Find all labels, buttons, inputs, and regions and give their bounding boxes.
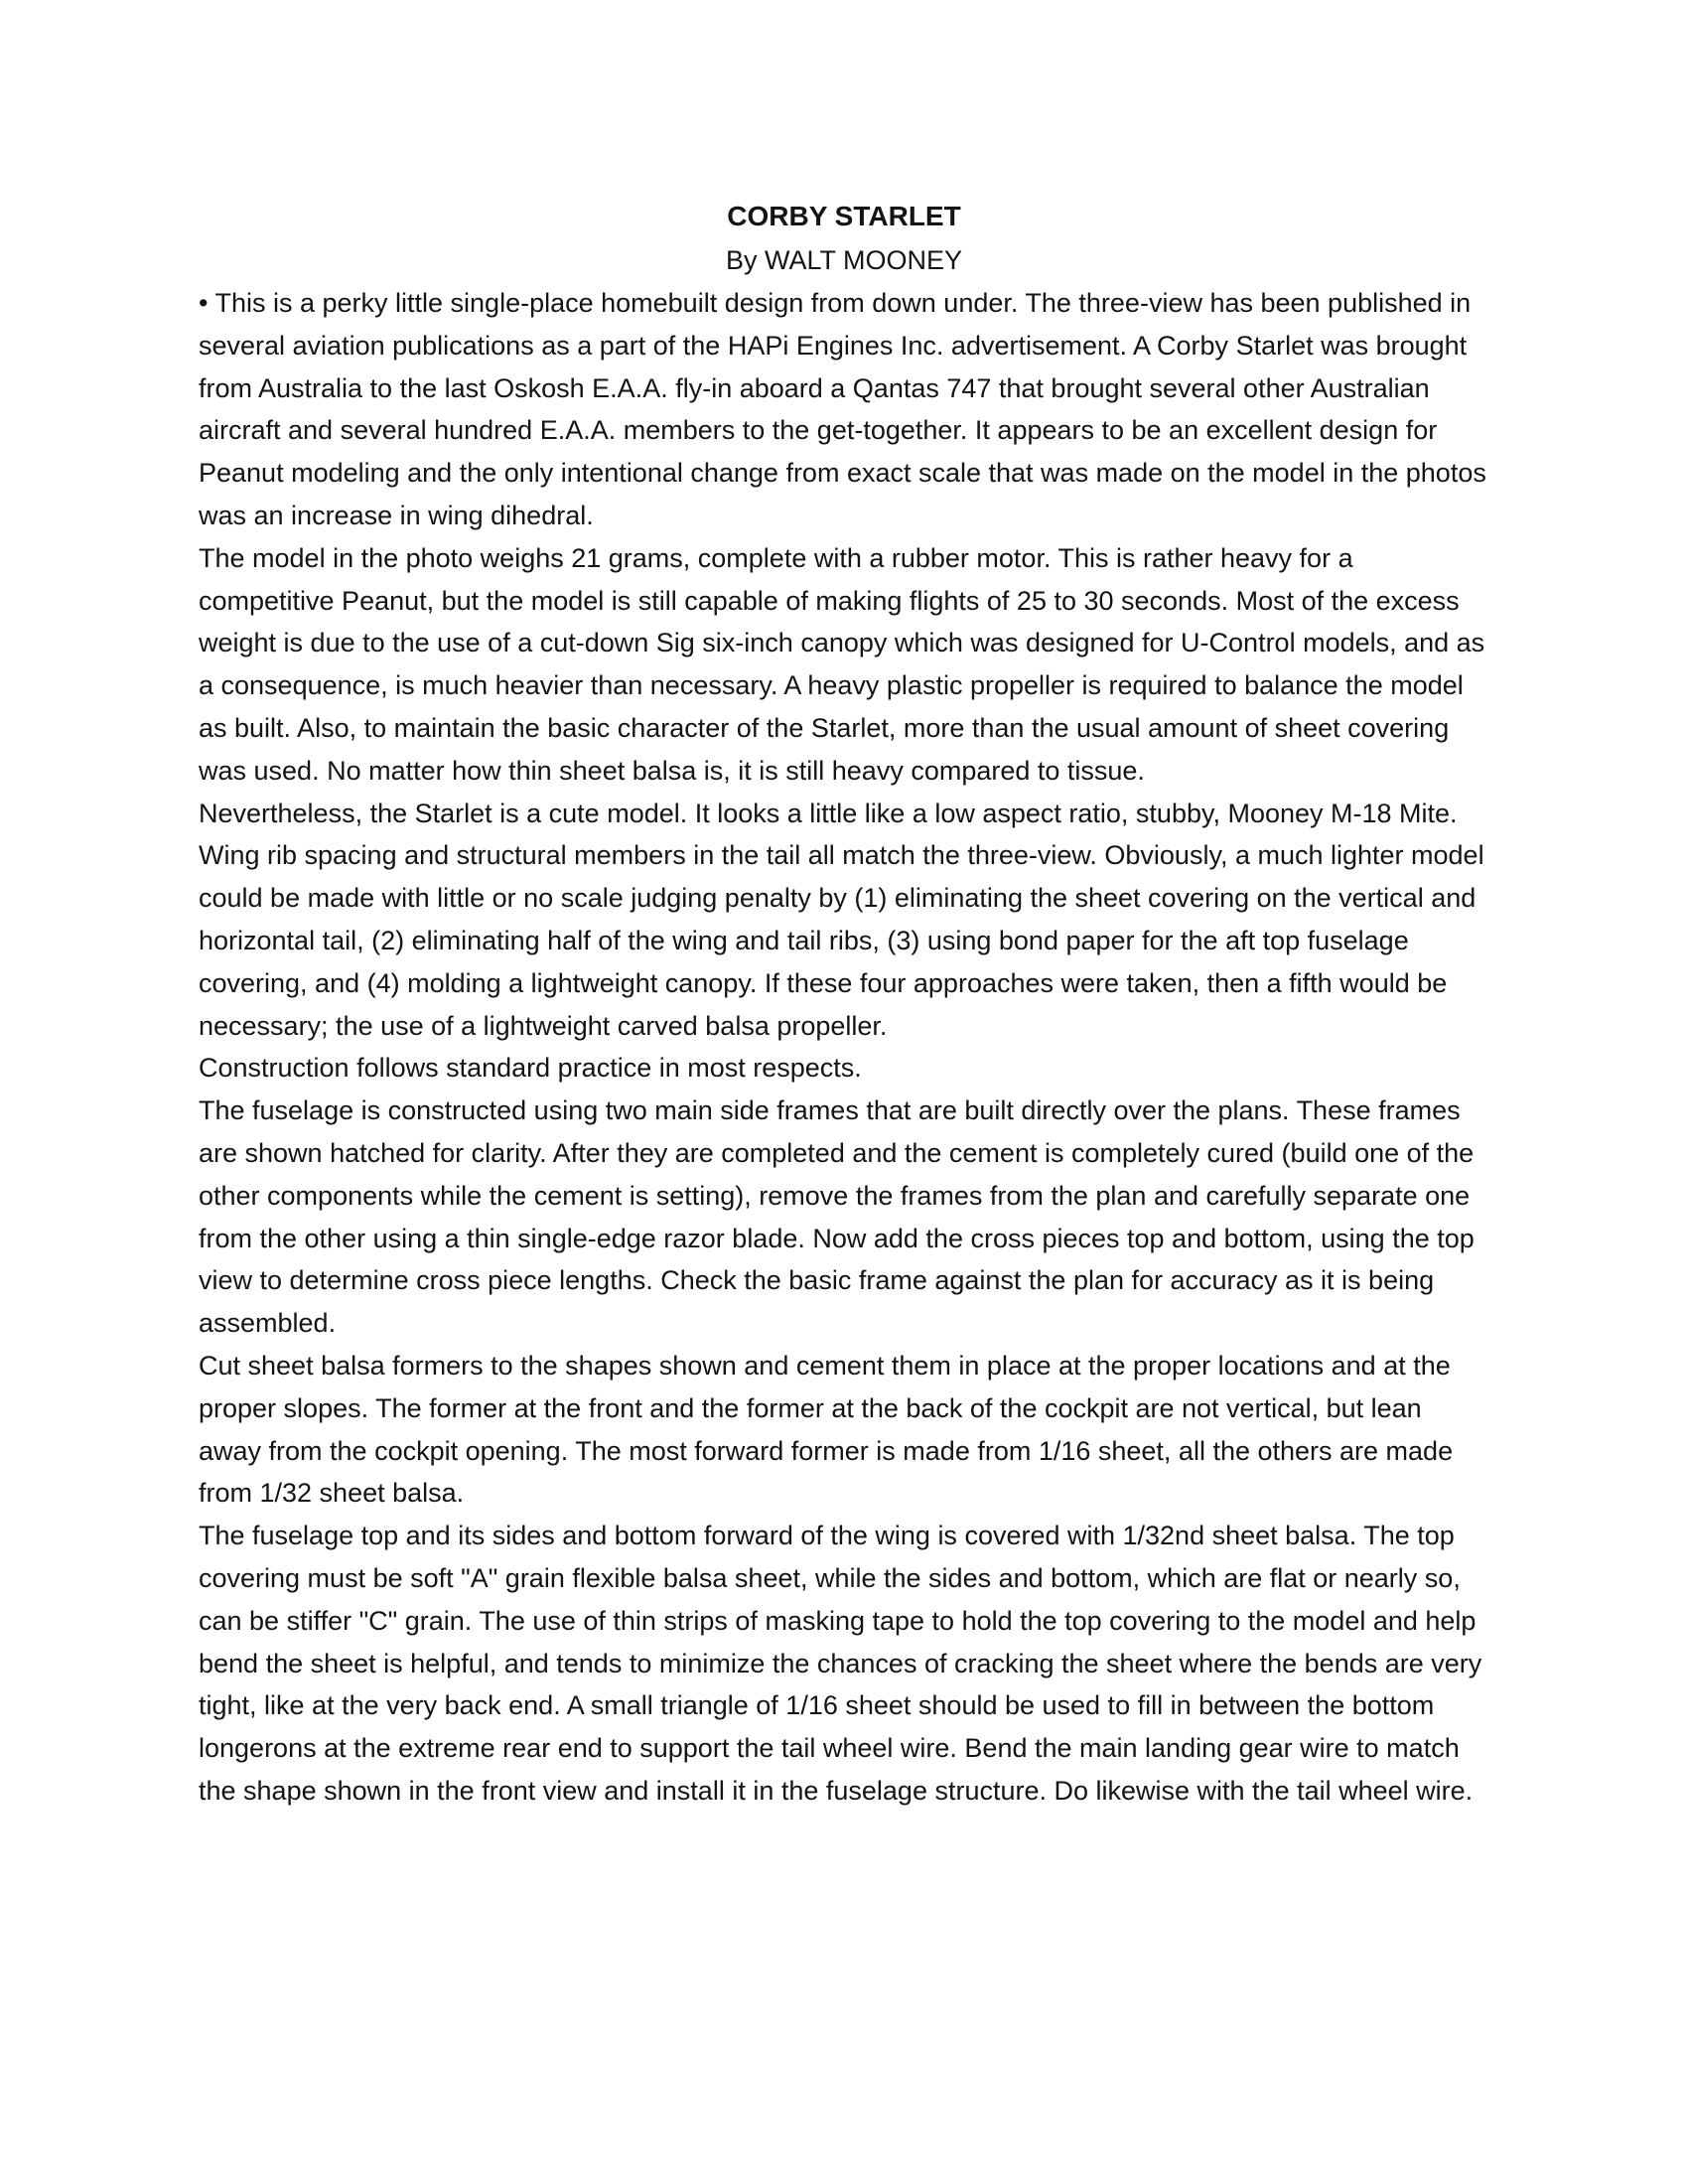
paragraph-covering: The fuselage top and its sides and bottom forward of the wing is covered with 1/32nd sheet balsa. The top covering must be soft "A" grain flexible balsa sheet, while the sides and bottom, which are flat or nearly so, can be stiffer "C" grain. The use of thin strips of masking tape to hold the top covering to the model and help bend the sheet is helpful, and tends to minimize the chances of cracking the sheet where the bends are very tight, like at the very back end. A small triangle of 1/16 sheet should be used to fill in between the bottom longerons at the extreme rear end to support the tail wheel wire. Bend the main landing gear wire to match the shape shown in the front view and install it in the fuselage structure. Do likewise with the tail wheel wire.	[199, 1521, 1482, 1806]
paragraph-construction: Construction follows standard practice in most respects.	[199, 1053, 862, 1084]
paragraph-weight: The model in the photo weighs 21 grams, complete with a rubber motor. This is rather heavy for a competitive Peanut, but the model is still capable of making flights of 25 to 30 seconds. Most of the excess weight is due to the use of a cut-down Sig six-inch canopy which was designed for U-Control models, and as a consequence, is much heavier than necessary. A heavy plastic propeller is required to balance the model as built. Also, to maintain the basic character of the Starlet, more than the usual amount of sheet covering was used. No matter how thin sheet balsa is, it is still heavy compared to tissue.	[199, 542, 1485, 786]
paragraph-intro: • This is a perky little single-place homebuilt design from down under. The three-view has been published in several aviation publications as a part of the HAPi Engines Inc. advertisement. A Corby Starlet was brought from Australia to the last Oskosh E.A.A. fly-in aboard a Qantas 747 that brought several other Australian aircraft and several hundred E.A.A. members to the get-together. It appears to be an excellent design for Peanut modeling and the only intentional change from exact scale that was made on the model in the photos was an increase in wing dihedral.	[199, 288, 1486, 530]
article-byline: By WALT MOONEY	[725, 245, 963, 275]
document-page	[199, 195, 1489, 1813]
paragraph-formers: Cut sheet balsa formers to the shapes shown and cement them in place at the proper locations and at the proper slopes. The former at the front and the former at the back of the cockpit are not vertical, but lean away from the cockpit opening. The most forward former is made from 1/16 sheet, all the others are made from 1/32 sheet balsa.	[199, 1350, 1454, 1509]
paragraph-fuselage-frames: The fuselage is constructed using two main side frames that are built directly over the plans. These frames are shown hatched for clarity. After they are completed and the cement is completely cured (build one of the other components while the cement is setting), remove the frames from the plan and carefully separate one from the other using a thin single-edge razor blade. Now add the cross pieces top and bottom, using the top view to determine cross piece lengths. Check the basic frame against the plan for accuracy as it is being assembled.	[199, 1095, 1475, 1339]
article-title: CORBY STARLET	[727, 201, 961, 231]
paragraph-nevertheless: Nevertheless, the Starlet is a cute model. It looks a little like a low aspect ratio, stubby, Mooney M-18 Mite. Wing rib spacing and structural members in the tail all match the three-view. Obviously, a much lighter model could be made with little or no scale judging penalty by (1) eliminating the sheet covering on the vertical and horizontal tail, (2) eliminating half of the wing and tail ribs, (3) using bond paper for the aft top fuselage covering, and (4) molding a lightweight canopy. If these four approaches were taken, then a fifth would be necessary; the use of a lightweight carved balsa propeller.	[199, 798, 1484, 1041]
